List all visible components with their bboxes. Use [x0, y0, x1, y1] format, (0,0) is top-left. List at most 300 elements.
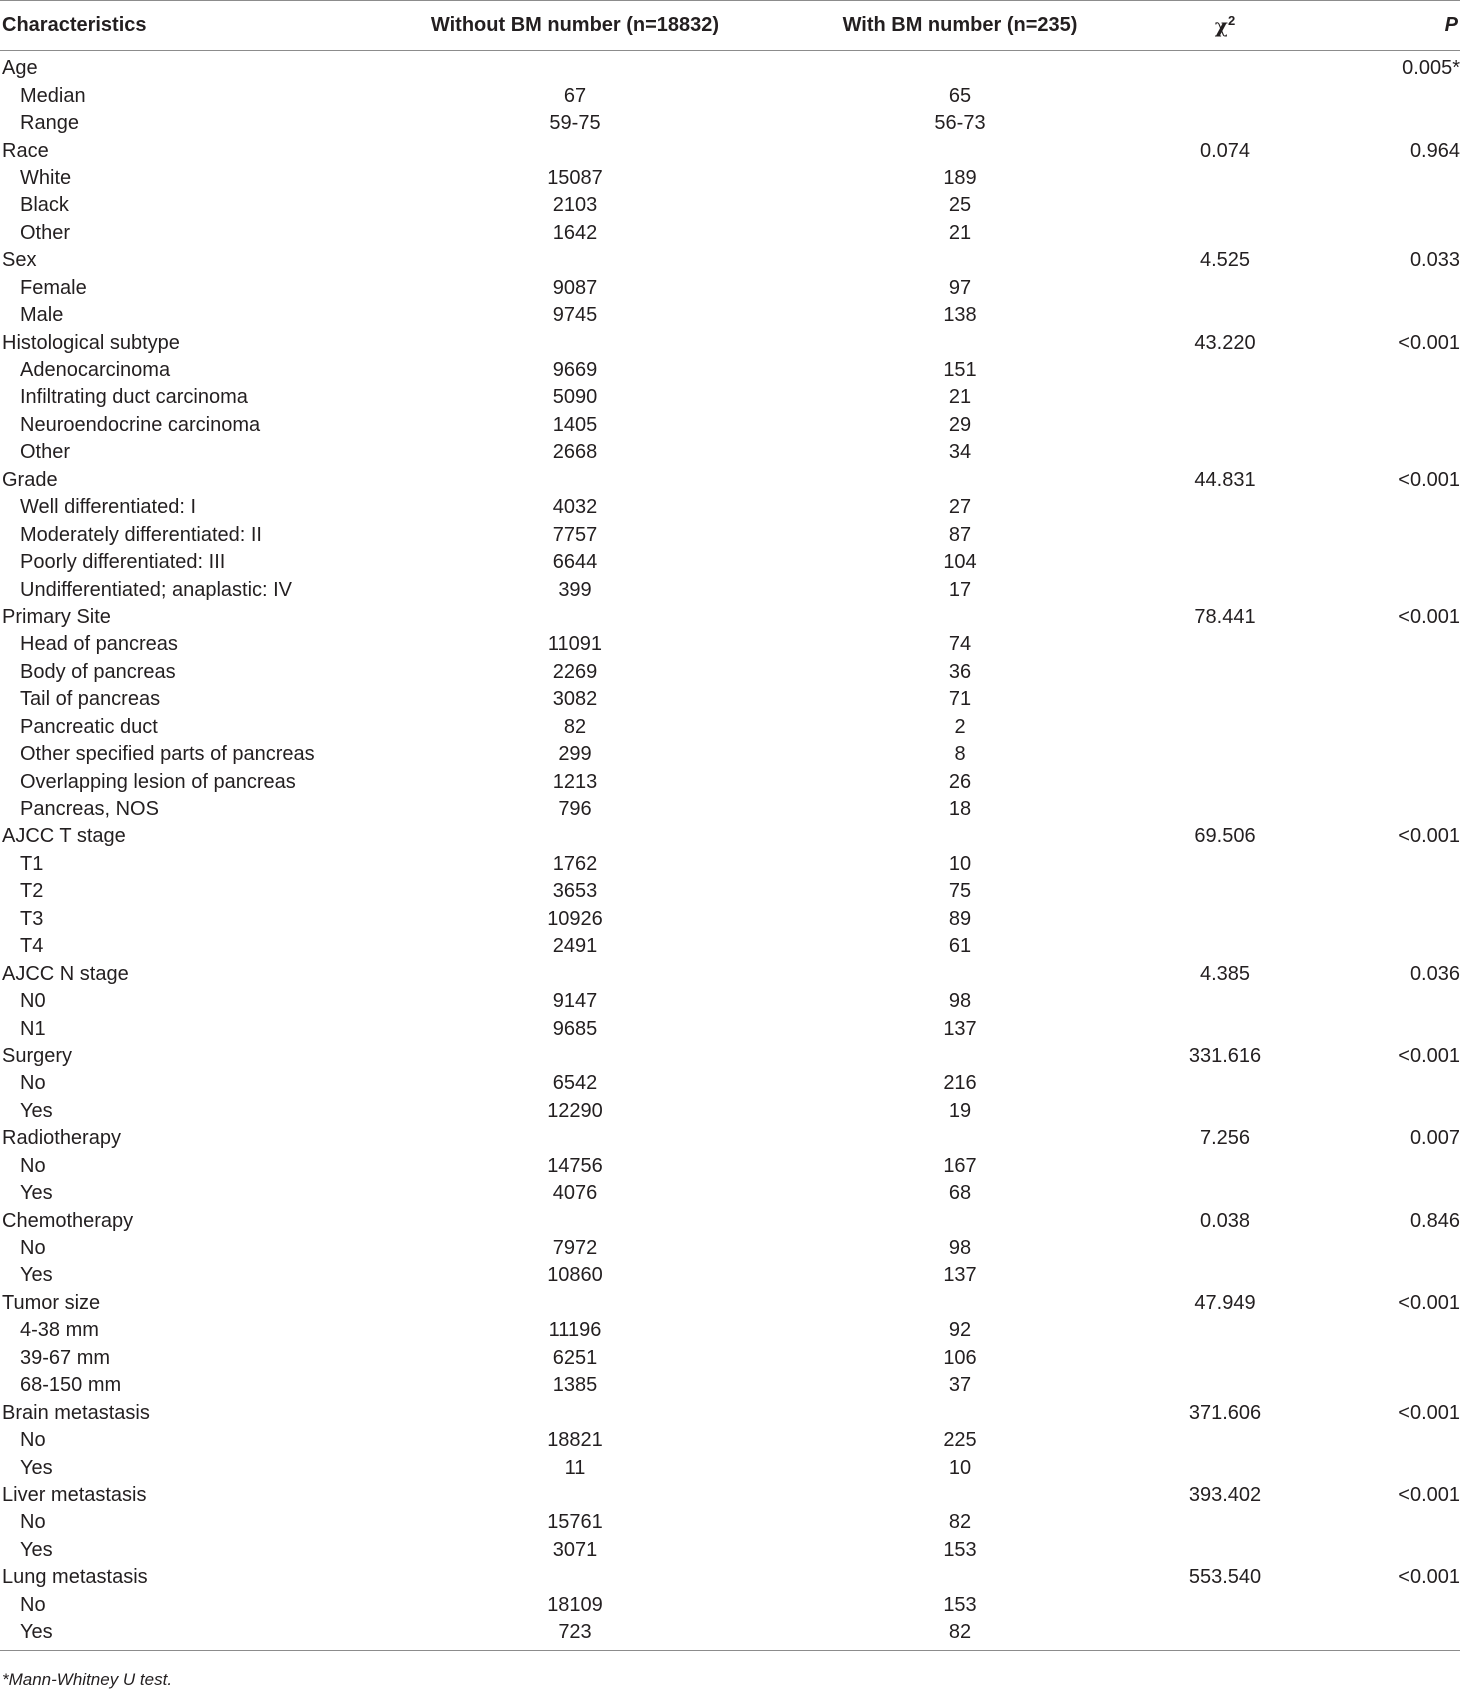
chi-square-cell: 47.949: [1194, 1291, 1256, 1314]
p-value-cell: [1315, 302, 1460, 329]
chi-square-cell: [1135, 851, 1315, 878]
characteristic-cell: T2: [20, 880, 44, 903]
without-bm-cell: 82: [563, 715, 587, 738]
characteristic-cell: Female: [20, 276, 87, 299]
with-bm-cell: [785, 1207, 1135, 1234]
with-bm-cell: 8: [954, 743, 966, 766]
table-group-row: [0, 1482, 1460, 1509]
with-bm-cell: [785, 467, 1135, 494]
p-value-cell: [1315, 1317, 1460, 1344]
without-bm-cell: 10860: [547, 1264, 603, 1287]
chi-square-cell: [1135, 796, 1315, 823]
without-bm-cell: 14756: [547, 1154, 603, 1177]
with-bm-cell: 104: [943, 551, 977, 574]
chi-square-cell: [1135, 1098, 1315, 1125]
with-bm-cell: 71: [948, 688, 972, 711]
chi-square-cell: [1135, 357, 1315, 384]
p-value-cell: [1315, 933, 1460, 960]
chi-square-cell: [1135, 1015, 1315, 1042]
chi-square-cell: [1135, 1509, 1315, 1536]
characteristic-cell: AJCC N stage: [2, 962, 129, 985]
with-bm-cell: 56-73: [934, 112, 986, 135]
table-group-row: [0, 247, 1460, 274]
p-value-cell: [1315, 878, 1460, 905]
characteristic-cell: Infiltrating duct carcinoma: [20, 386, 248, 409]
characteristic-cell: Surgery: [2, 1044, 73, 1067]
table-group-row: [0, 823, 1460, 850]
p-value-cell: [1315, 275, 1460, 302]
p-value-cell: [1315, 82, 1460, 109]
table-row: [0, 933, 1460, 960]
with-bm-cell: 167: [943, 1154, 977, 1177]
p-value-cell: [1315, 1454, 1460, 1481]
chi-square-cell: [1135, 576, 1315, 603]
chi-square-cell: 4.385: [1199, 962, 1251, 985]
with-bm-cell: 10: [948, 1456, 972, 1479]
chi-square-cell: 371.606: [1188, 1401, 1262, 1424]
chi-square-cell: [1135, 659, 1315, 686]
chi-square-cell: [1135, 933, 1315, 960]
table-group-row: [0, 51, 1460, 83]
with-bm-cell: 98: [948, 990, 972, 1013]
with-bm-cell: [785, 604, 1135, 631]
characteristic-cell: Sex: [2, 249, 37, 272]
characteristic-cell: Grade: [2, 468, 58, 491]
table-group-row: [0, 960, 1460, 987]
with-bm-cell: 19: [948, 1099, 972, 1122]
chi-square-cell: [1135, 1235, 1315, 1262]
table-row: [0, 796, 1460, 823]
characteristic-cell: Yes: [20, 1264, 53, 1287]
p-value-cell: [1315, 1345, 1460, 1372]
characteristic-cell: Race: [2, 139, 49, 162]
with-bm-cell: 137: [943, 1017, 977, 1040]
with-bm-cell: 61: [948, 935, 972, 958]
with-bm-cell: 10: [948, 852, 972, 875]
without-bm-cell: [365, 247, 785, 274]
chi-square-cell: [1135, 110, 1315, 137]
table-row: [0, 1592, 1460, 1619]
without-bm-cell: 2491: [552, 935, 598, 958]
chi-square-cell: [1135, 521, 1315, 548]
without-bm-cell: [365, 1399, 785, 1426]
table-row: [0, 1372, 1460, 1399]
with-bm-cell: 98: [948, 1237, 972, 1260]
table-group-row: [0, 604, 1460, 631]
without-bm-cell: 10926: [547, 907, 603, 930]
table-row: [0, 110, 1460, 137]
without-bm-cell: 67: [563, 84, 587, 107]
p-value-cell: <0.001: [1398, 468, 1460, 491]
chi-square-cell: [1135, 988, 1315, 1015]
p-value-cell: [1315, 686, 1460, 713]
chi-square-cell: [1135, 494, 1315, 521]
characteristic-cell: T3: [20, 907, 44, 930]
p-value-cell: [1315, 439, 1460, 466]
with-bm-cell: 153: [943, 1538, 977, 1561]
p-value-cell: [1315, 1070, 1460, 1097]
p-value-cell: [1315, 1098, 1460, 1125]
chi-square-cell: [1135, 1537, 1315, 1564]
without-bm-cell: 59-75: [549, 112, 601, 135]
table-row: [0, 1070, 1460, 1097]
p-value-cell: [1315, 631, 1460, 658]
chi-square-cell: [1135, 878, 1315, 905]
chi-square-cell: [1135, 1619, 1315, 1651]
characteristic-cell: No: [20, 1429, 46, 1452]
header-without-bm: Without BM number (n=18832): [365, 1, 785, 51]
p-value-cell: [1315, 412, 1460, 439]
table-group-row: [0, 1125, 1460, 1152]
characteristic-cell: Yes: [20, 1182, 53, 1205]
characteristic-cell: Age: [2, 57, 38, 80]
p-value-cell: [1315, 1372, 1460, 1399]
chi-square-cell: [1135, 1153, 1315, 1180]
without-bm-cell: 15087: [547, 166, 603, 189]
table-row: [0, 439, 1460, 466]
p-value-cell: 0.846: [1409, 1209, 1460, 1232]
characteristic-cell: No: [20, 1154, 46, 1177]
chi-square-cell: 69.506: [1194, 825, 1256, 848]
characteristic-cell: Pancreatic duct: [20, 715, 158, 738]
with-bm-cell: [785, 1482, 1135, 1509]
chi-square-cell: [1135, 1454, 1315, 1481]
p-value-cell: [1315, 714, 1460, 741]
without-bm-cell: [365, 1290, 785, 1317]
chi-symbol: χ: [1214, 13, 1228, 38]
p-value-cell: [1315, 741, 1460, 768]
characteristic-cell: No: [20, 1237, 46, 1260]
without-bm-cell: 7757: [552, 523, 598, 546]
with-bm-cell: 68: [948, 1182, 972, 1205]
characteristic-cell: Undifferentiated; anaplastic: IV: [20, 578, 293, 601]
table-row: [0, 494, 1460, 521]
table-row: [0, 165, 1460, 192]
table-row: [0, 1537, 1460, 1564]
with-bm-cell: 97: [948, 276, 972, 299]
characteristic-cell: Poorly differentiated: III: [20, 551, 226, 574]
p-value-cell: [1315, 357, 1460, 384]
p-value-cell: 0.033: [1409, 249, 1460, 272]
table-group-row: [0, 1399, 1460, 1426]
without-bm-cell: 1385: [552, 1374, 598, 1397]
chi-square-cell: [1135, 906, 1315, 933]
characteristic-cell: N1: [20, 1017, 46, 1040]
without-bm-cell: 796: [558, 798, 592, 821]
characteristic-cell: 68-150 mm: [20, 1374, 122, 1397]
without-bm-cell: [365, 137, 785, 164]
table-row: [0, 1015, 1460, 1042]
characteristic-cell: Tail of pancreas: [20, 688, 161, 711]
chi-square-cell: 331.616: [1188, 1044, 1262, 1067]
with-bm-cell: 65: [948, 84, 972, 107]
without-bm-cell: 1642: [552, 221, 598, 244]
chi-square-cell: [1135, 220, 1315, 247]
characteristic-cell: T1: [20, 852, 44, 875]
table-row: [0, 1454, 1460, 1481]
chi-square-cell: 0.038: [1199, 1209, 1251, 1232]
table-row: [0, 1153, 1460, 1180]
without-bm-cell: 18821: [547, 1429, 603, 1452]
with-bm-cell: 17: [948, 578, 972, 601]
p-value-cell: 0.005*: [1402, 57, 1460, 80]
characteristic-cell: No: [20, 1593, 46, 1616]
p-value-cell: [1315, 1537, 1460, 1564]
with-bm-cell: [785, 1399, 1135, 1426]
characteristic-cell: Yes: [20, 1099, 53, 1122]
with-bm-cell: 75: [948, 880, 972, 903]
without-bm-cell: 399: [558, 578, 592, 601]
header-with-bm: With BM number (n=235): [785, 1, 1135, 51]
p-value-cell: [1315, 1619, 1460, 1651]
table-row: [0, 1509, 1460, 1536]
with-bm-cell: 106: [943, 1346, 977, 1369]
with-bm-cell: 89: [948, 907, 972, 930]
p-value-cell: [1315, 1235, 1460, 1262]
p-value-cell: [1315, 1592, 1460, 1619]
p-value-cell: <0.001: [1398, 1044, 1460, 1067]
without-bm-cell: [365, 604, 785, 631]
characteristic-cell: Body of pancreas: [20, 660, 176, 683]
characteristic-cell: Chemotherapy: [2, 1209, 134, 1232]
with-bm-cell: 138: [943, 304, 977, 327]
without-bm-cell: [365, 1207, 785, 1234]
chi-square-cell: [1135, 741, 1315, 768]
with-bm-cell: 87: [948, 523, 972, 546]
without-bm-cell: 18109: [547, 1593, 603, 1616]
with-bm-cell: 27: [948, 496, 972, 519]
table-group-row: [0, 1207, 1460, 1234]
table-group-row: [0, 467, 1460, 494]
with-bm-cell: 2: [954, 715, 966, 738]
without-bm-cell: 12290: [547, 1099, 603, 1122]
with-bm-cell: [785, 1564, 1135, 1591]
characteristic-cell: No: [20, 1511, 46, 1534]
table-row: [0, 192, 1460, 219]
p-value-cell: <0.001: [1398, 605, 1460, 628]
without-bm-cell: 723: [365, 1619, 785, 1651]
without-bm-cell: [365, 1125, 785, 1152]
with-bm-cell: 216: [943, 1072, 977, 1095]
p-value-cell: [1315, 521, 1460, 548]
characteristic-cell: Other: [20, 441, 71, 464]
p-value-cell: 0.007: [1409, 1127, 1460, 1150]
chi-square-cell: 4.525: [1199, 249, 1251, 272]
chi-square-cell: [1135, 384, 1315, 411]
table-row: [0, 1180, 1460, 1207]
with-bm-cell: 151: [943, 359, 977, 382]
with-bm-cell: [785, 247, 1135, 274]
characteristic-cell: No: [20, 1072, 46, 1095]
without-bm-cell: 3071: [552, 1538, 598, 1561]
chi-superscript: 2: [1227, 13, 1236, 29]
characteristic-cell: Histological subtype: [2, 331, 180, 354]
p-value-cell: [1315, 576, 1460, 603]
characteristic-cell: White: [20, 166, 72, 189]
chi-square-cell: 43.220: [1194, 331, 1256, 354]
with-bm-cell: [785, 329, 1135, 356]
with-bm-cell: [785, 1290, 1135, 1317]
table-row: [0, 412, 1460, 439]
table-row: [0, 659, 1460, 686]
characteristic-cell: Tumor size: [2, 1291, 101, 1314]
chi-square-cell: [1135, 714, 1315, 741]
without-bm-cell: 11196: [548, 1319, 602, 1342]
without-bm-cell: 7972: [552, 1237, 598, 1260]
without-bm-cell: 15761: [547, 1511, 603, 1534]
without-bm-cell: 3082: [552, 688, 598, 711]
characteristic-cell: Yes: [20, 1456, 53, 1479]
header-p-value: P: [1315, 1, 1460, 51]
table-group-row: [0, 1290, 1460, 1317]
p-value-cell: [1315, 906, 1460, 933]
p-value-cell: [1315, 110, 1460, 137]
table-row: [0, 576, 1460, 603]
p-value-cell: [1315, 988, 1460, 1015]
without-bm-cell: 9685: [552, 1017, 598, 1040]
characteristic-cell: Other: [20, 221, 71, 244]
with-bm-cell: [785, 823, 1135, 850]
characteristic-cell: 39-67 mm: [20, 1346, 111, 1369]
characteristic-cell: 4-38 mm: [20, 1319, 99, 1342]
table-row: [0, 714, 1460, 741]
characteristic-cell: Range: [20, 112, 79, 135]
characteristic-cell: Brain metastasis: [2, 1401, 150, 1424]
header-chi-square: [1135, 1, 1315, 51]
chi-square-cell: [1135, 768, 1315, 795]
without-bm-cell: 1762: [552, 852, 598, 875]
with-bm-cell: 74: [948, 633, 972, 656]
with-bm-cell: 21: [948, 221, 972, 244]
table-row: [0, 1235, 1460, 1262]
without-bm-cell: [365, 960, 785, 987]
chi-square-cell: 78.441: [1194, 605, 1256, 628]
without-bm-cell: [365, 51, 785, 83]
characteristic-cell: Black: [20, 194, 69, 217]
characteristic-cell: Radiotherapy: [2, 1127, 121, 1150]
chi-square-cell: 393.402: [1188, 1483, 1262, 1506]
characteristic-cell: Primary Site: [2, 605, 111, 628]
without-bm-cell: 6542: [552, 1072, 598, 1095]
without-bm-cell: [365, 329, 785, 356]
table-row: [0, 631, 1460, 658]
chi-square-cell: [1135, 412, 1315, 439]
with-bm-cell: 82: [785, 1619, 1135, 1651]
characteristic-cell: Other specified parts of pancreas: [20, 743, 315, 766]
with-bm-cell: 34: [948, 441, 972, 464]
p-value-cell: 0.036: [1409, 962, 1460, 985]
p-value-cell: [1315, 768, 1460, 795]
table-row: [0, 741, 1460, 768]
characteristic-cell: Head of pancreas: [20, 633, 178, 656]
with-bm-cell: 189: [943, 166, 977, 189]
table-row: [0, 384, 1460, 411]
chi-square-cell: [1135, 1427, 1315, 1454]
p-value-cell: [1315, 1180, 1460, 1207]
chi-square-cell: [1135, 82, 1315, 109]
p-value-cell: <0.001: [1398, 331, 1460, 354]
chi-square-cell: [1135, 1262, 1315, 1289]
without-bm-cell: [365, 1043, 785, 1070]
characteristic-cell: AJCC T stage: [2, 825, 126, 848]
chi-square-cell: 7.256: [1199, 1127, 1251, 1150]
p-value-cell: [1315, 549, 1460, 576]
with-bm-cell: 82: [948, 1511, 972, 1534]
characteristic-cell: Male: [20, 304, 64, 327]
without-bm-cell: 9745: [552, 304, 598, 327]
p-value-cell: [1315, 494, 1460, 521]
p-value-cell: [1315, 851, 1460, 878]
p-value-cell: [1315, 796, 1460, 823]
p-value-cell: 0.964: [1409, 139, 1460, 162]
p-value-cell: <0.001: [1398, 1566, 1460, 1589]
characteristic-cell: T4: [20, 935, 44, 958]
without-bm-cell: 9669: [552, 359, 598, 382]
without-bm-cell: 4032: [552, 496, 598, 519]
characteristic-cell: Yes: [20, 1538, 53, 1561]
chi-square-cell: [1135, 302, 1315, 329]
with-bm-cell: 29: [948, 413, 972, 436]
p-value-cell: <0.001: [1398, 1291, 1460, 1314]
with-bm-cell: 153: [943, 1593, 977, 1616]
p-value-cell: <0.001: [1398, 1401, 1460, 1424]
chi-square-cell: [1135, 1592, 1315, 1619]
without-bm-cell: [365, 467, 785, 494]
without-bm-cell: 4076: [552, 1182, 598, 1205]
p-value-cell: [1315, 659, 1460, 686]
without-bm-cell: 9147: [552, 990, 598, 1013]
p-value-cell: <0.001: [1398, 825, 1460, 848]
table-group-row: [0, 137, 1460, 164]
without-bm-cell: 6251: [552, 1346, 598, 1369]
chi-square-cell: [1135, 51, 1315, 83]
without-bm-cell: 2269: [552, 660, 598, 683]
table-row: [0, 220, 1460, 247]
with-bm-cell: [785, 137, 1135, 164]
p-value-cell: [1315, 1262, 1460, 1289]
chi-square-cell: [1135, 192, 1315, 219]
characteristic-cell: Lung metastasis: [2, 1566, 148, 1589]
with-bm-cell: 26: [948, 770, 972, 793]
without-bm-cell: 1405: [552, 413, 598, 436]
characteristic-cell: Adenocarcinoma: [20, 359, 171, 382]
p-value-cell: [1315, 1427, 1460, 1454]
table-row: [0, 906, 1460, 933]
characteristic-cell: Yes: [0, 1619, 365, 1651]
chi-square-cell: [1135, 439, 1315, 466]
with-bm-cell: [785, 1043, 1135, 1070]
table-row: [0, 275, 1460, 302]
without-bm-cell: [365, 1482, 785, 1509]
without-bm-cell: 2668: [552, 441, 598, 464]
p-value-cell: [1315, 1015, 1460, 1042]
characteristic-cell: Liver metastasis: [2, 1483, 147, 1506]
table-row: [0, 357, 1460, 384]
characteristic-cell: Median: [20, 84, 86, 107]
chi-square-cell: [1135, 631, 1315, 658]
table-row: [0, 549, 1460, 576]
chi-square-cell: 0.074: [1199, 139, 1251, 162]
header-characteristics: Characteristics: [0, 1, 365, 51]
p-value-cell: [1315, 1509, 1460, 1536]
table-footnote: *Mann-Whitney U test.: [2, 1670, 173, 1689]
characteristic-cell: N0: [20, 990, 46, 1013]
with-bm-cell: 225: [943, 1429, 977, 1452]
without-bm-cell: 2103: [552, 194, 598, 217]
with-bm-cell: 92: [948, 1319, 972, 1342]
without-bm-cell: 299: [558, 743, 592, 766]
table-row: [0, 302, 1460, 329]
